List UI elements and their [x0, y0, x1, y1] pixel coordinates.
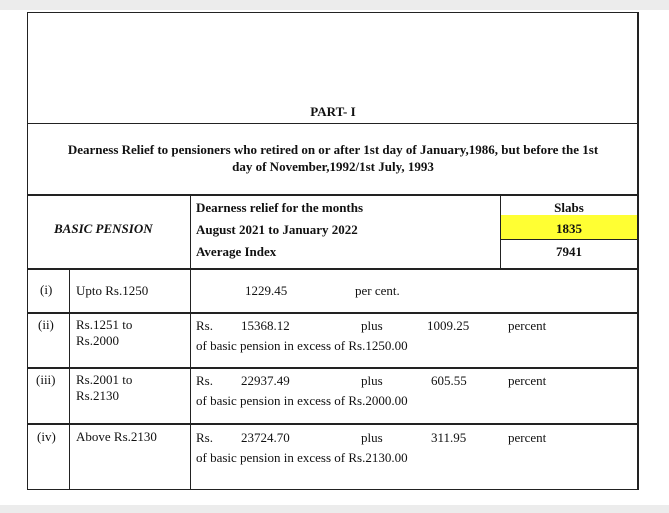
slab-value: 1835 — [556, 221, 582, 236]
title-line-2: day of November,1992/1st July, 1993 — [232, 159, 434, 174]
row-number: (iii) — [36, 372, 56, 387]
divider — [27, 268, 639, 270]
row-divider — [27, 423, 639, 425]
row-plus: plus — [361, 430, 383, 445]
column-divider — [69, 269, 70, 490]
divider — [27, 123, 639, 124]
row-unit: per cent. — [355, 283, 400, 298]
row-divider — [27, 367, 639, 369]
row-number: (iv) — [37, 429, 56, 444]
row-rs: Rs. — [196, 430, 213, 445]
dr-months-label: Dearness relief for the months — [196, 200, 364, 215]
part-heading: PART- I — [310, 104, 356, 119]
average-index-value: 7941 — [556, 244, 582, 259]
row-divider — [27, 312, 639, 314]
slabs-label: Slabs — [554, 200, 584, 215]
row-range: Upto Rs.1250 — [76, 283, 149, 298]
row-excess: of basic pension in excess of Rs.2130.00 — [196, 450, 408, 465]
row-rs: Rs. — [196, 318, 213, 333]
row-range-line-1: Rs.2001 to — [76, 372, 133, 387]
row-rs: Rs. — [196, 373, 213, 388]
row-number: (i) — [40, 282, 53, 297]
basic-pension-label: BASIC PENSION — [54, 221, 153, 236]
slab-divider — [501, 239, 638, 240]
column-divider — [190, 195, 191, 490]
row-plus: plus — [361, 318, 383, 333]
row-amount: 23724.70 — [241, 430, 290, 445]
row-value: 1229.45 — [245, 283, 288, 298]
divider — [27, 194, 639, 196]
row-percent: percent — [508, 430, 547, 445]
row-percent: percent — [508, 373, 547, 388]
column-divider — [500, 195, 501, 268]
row-range-line-2: Rs.2000 — [76, 333, 119, 348]
row-range: Above Rs.2130 — [76, 429, 157, 444]
title-line-1: Dearness Relief to pensioners who retired on or after 1st day of January,1986, but before the 1st — [67, 142, 599, 157]
row-rate: 311.95 — [431, 430, 467, 445]
row-percent: percent — [508, 318, 547, 333]
row-rate: 605.55 — [431, 373, 467, 388]
row-amount: 22937.49 — [241, 373, 290, 388]
row-number: (ii) — [38, 317, 54, 332]
row-rate: 1009.25 — [427, 318, 470, 333]
average-index-label: Average Index — [196, 244, 277, 259]
period-label: August 2021 to January 2022 — [196, 222, 358, 237]
row-range-line-2: Rs.2130 — [76, 388, 119, 403]
row-range-line-1: Rs.1251 to — [76, 317, 133, 332]
row-amount: 15368.12 — [241, 318, 290, 333]
row-excess: of basic pension in excess of Rs.1250.00 — [196, 338, 408, 353]
document-page — [0, 10, 669, 505]
row-excess: of basic pension in excess of Rs.2000.00 — [196, 393, 408, 408]
row-plus: plus — [361, 373, 383, 388]
